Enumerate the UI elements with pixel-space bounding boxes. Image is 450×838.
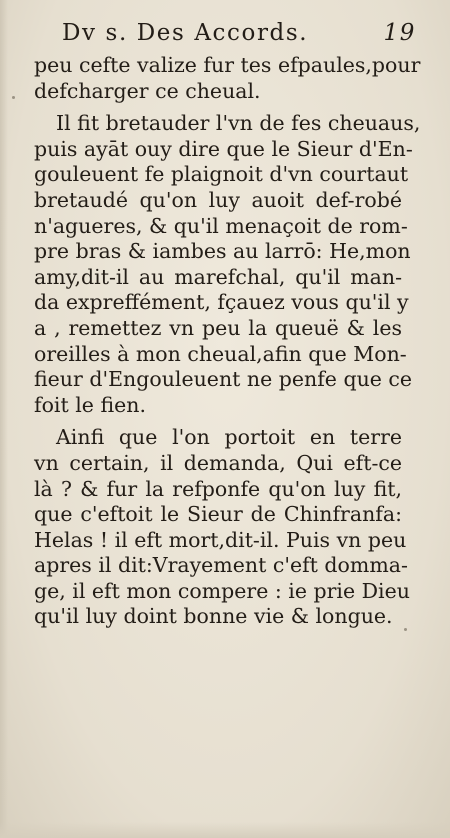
text-line: a , remettez vn peu la queuë & les xyxy=(34,315,402,340)
text-line: puis ayāt ouy dire que le Sieur d'En- xyxy=(34,136,413,161)
text-line: n'agueres, & qu'il menaçoit de rom- xyxy=(34,213,408,238)
text-line: Il fit bretauder l'vn de fes cheuaus, xyxy=(56,111,421,136)
text-line: Ainfi que l'on portoit en terre xyxy=(56,425,402,450)
text-line: là ? & fur la refponfe qu'on luy fit, xyxy=(34,476,402,501)
text-line: pre bras & iambes au larrō: He,mon xyxy=(34,239,411,264)
paragraph xyxy=(34,53,421,104)
running-title: Dv s. Des Accords. xyxy=(62,20,309,46)
text-line: qu'il luy doint bonne vie & longue. xyxy=(34,604,393,629)
page-number: 19 xyxy=(383,20,416,46)
text-line: foit le fien. xyxy=(34,392,146,417)
text-line: vn certain, il demanda, Qui eft-ce xyxy=(34,450,402,475)
text-line: bretaudé qu'on luy auoit def-robé xyxy=(34,187,402,212)
text-line: que c'eftoit le Sieur de Chinfranfa: xyxy=(34,502,402,527)
text-line: da expreffément, fçauez vous qu'il y xyxy=(34,290,409,315)
margin-speck xyxy=(12,96,15,99)
text-line: oreilles à mon cheual,afin que Mon- xyxy=(34,341,407,366)
paragraph xyxy=(34,111,421,418)
margin-speck xyxy=(404,628,407,631)
page-header xyxy=(62,20,422,50)
page-gutter-shadow xyxy=(0,0,8,838)
body-text xyxy=(34,53,421,630)
text-line: Helas ! il eft mort,dit-il. Puis vn peu xyxy=(34,527,407,552)
page-bottom-edge xyxy=(0,822,450,838)
text-line: gouleuent fe plaignoit d'vn courtaut xyxy=(34,162,409,187)
text-line: ge, il eft mon compere : ie prie Dieu xyxy=(34,578,410,603)
text-line: fieur d'Engouleuent ne penfe que ce xyxy=(34,367,413,392)
text-line: apres il dit:Vrayement c'eft domma- xyxy=(34,553,408,578)
text-line: peu cefte valize fur tes efpaules,pour xyxy=(34,53,421,77)
text-line: amy,dit-il au marefchal, qu'il man- xyxy=(34,264,402,289)
paragraph xyxy=(34,425,410,630)
text-line: defcharger ce cheual. xyxy=(34,78,261,103)
